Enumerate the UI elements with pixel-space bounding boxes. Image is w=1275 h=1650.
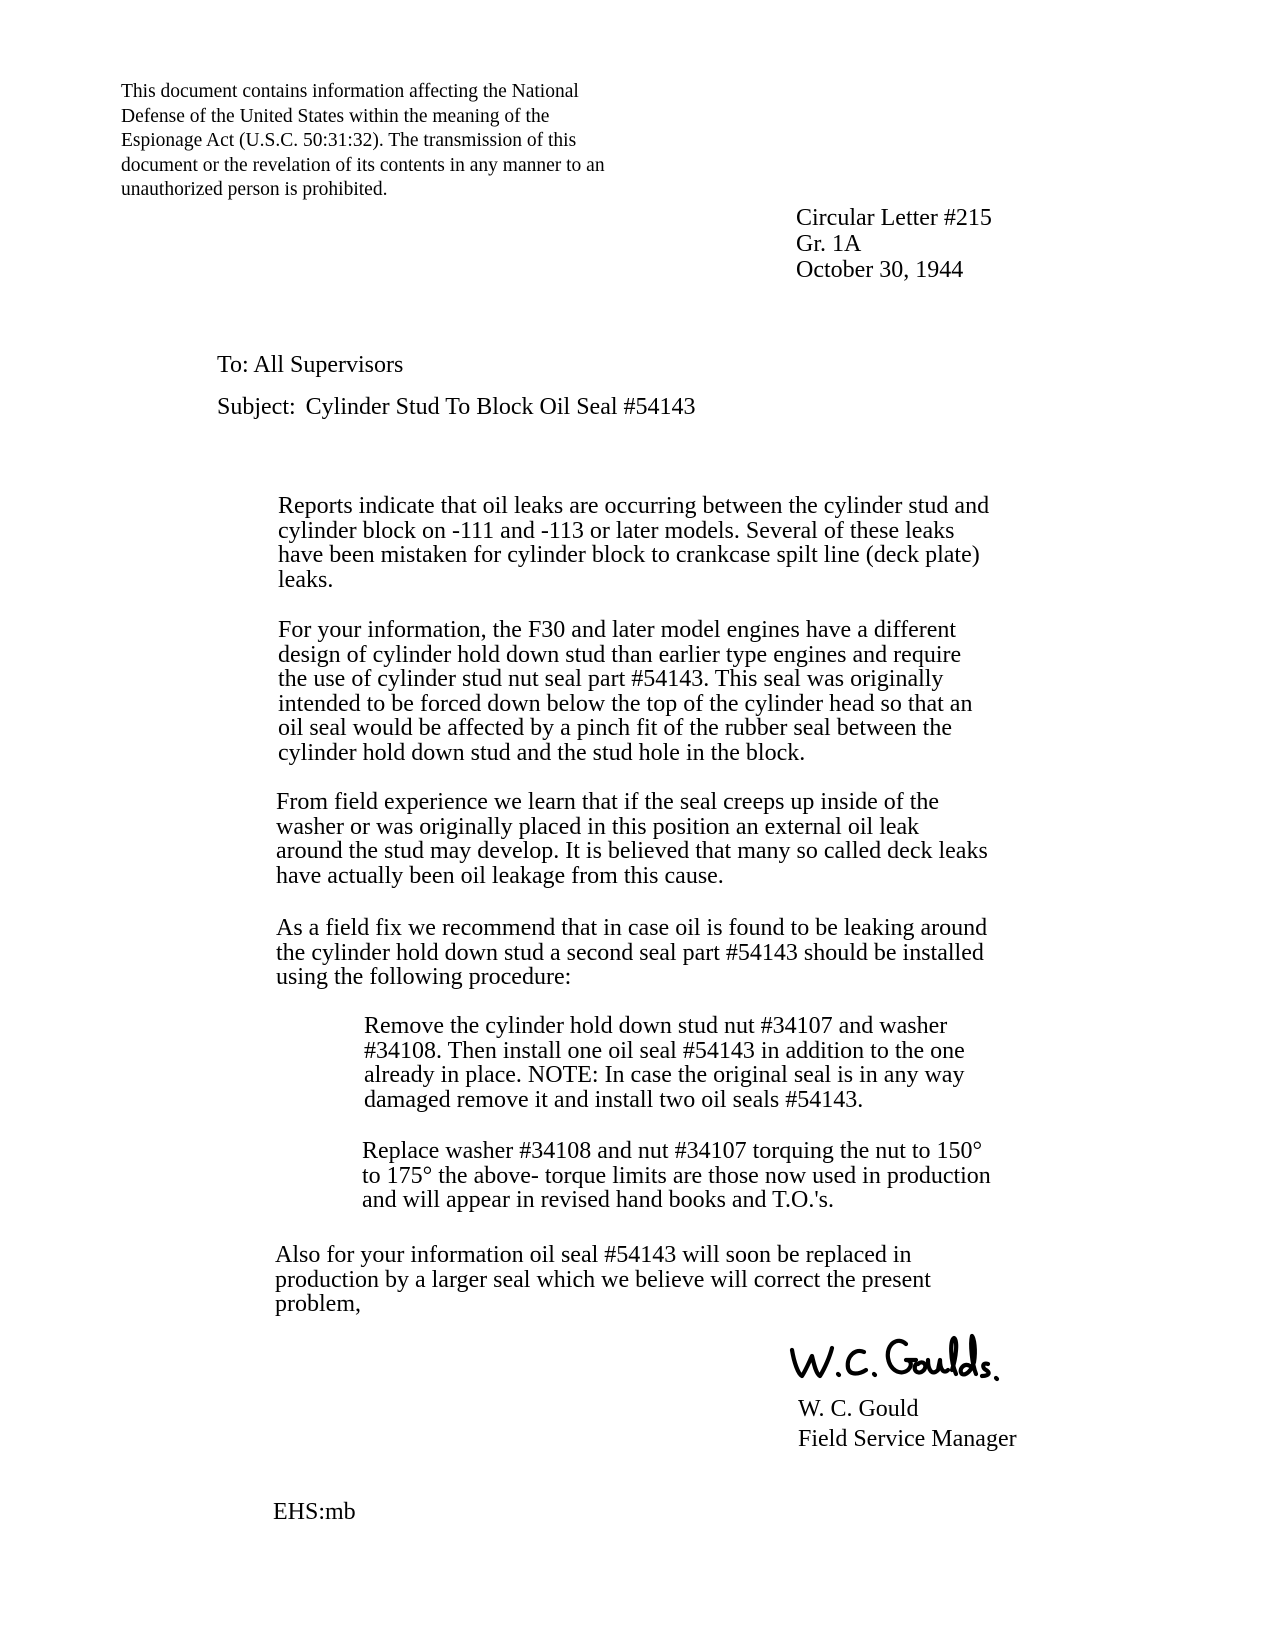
reference-block xyxy=(796,205,992,283)
text-line: around the stud may develop. It is believed that many so called deck leaks xyxy=(276,838,988,864)
text-line: to 175° the above- torque limits are those now used in production xyxy=(362,1162,991,1189)
procedure-step-1 xyxy=(364,1014,965,1112)
security-notice-line: Espionage Act (U.S.C. 50:31:32). The transmission of this xyxy=(121,130,577,151)
text-line: #34108. Then install one oil seal #54143 in addition to the one xyxy=(364,1037,965,1064)
text-line: design of cylinder hold down stud than earlier type engines and require xyxy=(278,641,962,668)
text-line: the cylinder hold down stud a second seal part #54143 should be installed xyxy=(276,939,984,966)
text-line: already in place. NOTE: In case the original seal is in any way xyxy=(364,1062,965,1088)
letter-date: October 30, 1944 xyxy=(796,257,964,283)
text-line: Replace washer #34108 and nut #34107 torquing the nut to 150° xyxy=(362,1138,983,1164)
text-line: production by a larger seal which we believe will correct the present xyxy=(275,1266,931,1293)
handwritten-signature xyxy=(788,1330,1008,1392)
body-paragraph-1 xyxy=(278,494,989,592)
text-line: using the following procedure: xyxy=(276,964,572,990)
text-line: As a field fix we recommend that in case oil is found to be leaking around xyxy=(276,915,988,941)
text-line: damaged remove it and install two oil seals #54143. xyxy=(364,1086,864,1113)
security-notice-line: document or the revelation of its contents in any manner to an xyxy=(121,154,605,176)
security-notice-line: This document contains information affecting the National xyxy=(121,81,579,102)
text-line: Also for your information oil seal #54143 will soon be replaced in xyxy=(275,1242,912,1268)
procedure-step-2 xyxy=(362,1139,991,1213)
body-paragraph-closing xyxy=(275,1243,931,1317)
typist-initials: EHS:mb xyxy=(273,1499,356,1525)
subject-label: Subject: xyxy=(217,394,296,420)
text-line: Reports indicate that oil leaks are occurring between the cylinder stud and xyxy=(278,493,990,519)
text-line: have been mistaken for cylinder block to crankcase spilt line (deck plate) xyxy=(278,542,980,568)
body-paragraph-4 xyxy=(276,916,987,990)
text-line: intended to be forced down below the top of the cylinder head so that an xyxy=(278,690,973,717)
text-line: and will appear in revised hand books and T.O.'s. xyxy=(362,1187,834,1213)
signer-name: W. C. Gould xyxy=(798,1396,919,1422)
text-line: problem, xyxy=(275,1291,361,1317)
security-notice-line: Defense of the United States within the meaning of the xyxy=(121,105,550,127)
text-line: washer or was originally placed in this position an external oil leak xyxy=(276,813,920,840)
text-line: leaks. xyxy=(278,566,334,593)
text-line: For your information, the F30 and later model engines have a different xyxy=(278,617,957,643)
subject-line xyxy=(217,394,696,421)
text-line: oil seal would be affected by a pinch fit of the rubber seal between the xyxy=(278,715,952,741)
signature-block xyxy=(798,1394,1017,1454)
security-notice xyxy=(121,80,661,203)
signer-title: Field Service Manager xyxy=(798,1426,1017,1452)
group-code: Gr. 1A xyxy=(796,231,862,257)
subject-text: Cylinder Stud To Block Oil Seal #54143 xyxy=(305,394,696,420)
text-line: the use of cylinder stud nut seal part #54143. This seal was originally xyxy=(278,666,944,692)
circular-letter-number: Circular Letter #215 xyxy=(796,205,992,231)
text-line: cylinder block on -111 and -113 or later models. Several of these leaks xyxy=(278,517,955,544)
body-paragraph-3 xyxy=(276,790,988,888)
body-paragraph-2 xyxy=(278,618,972,765)
text-line: Remove the cylinder hold down stud nut #34107 and washer xyxy=(364,1013,948,1039)
text-line: cylinder hold down stud and the stud hole in the block. xyxy=(278,739,806,766)
text-line: From field experience we learn that if the seal creeps up inside of the xyxy=(276,789,940,815)
security-notice-line: unauthorized person is prohibited. xyxy=(121,179,388,200)
text-line: have actually been oil leakage from this cause. xyxy=(276,862,724,889)
recipient-line: To: All Supervisors xyxy=(217,352,404,378)
